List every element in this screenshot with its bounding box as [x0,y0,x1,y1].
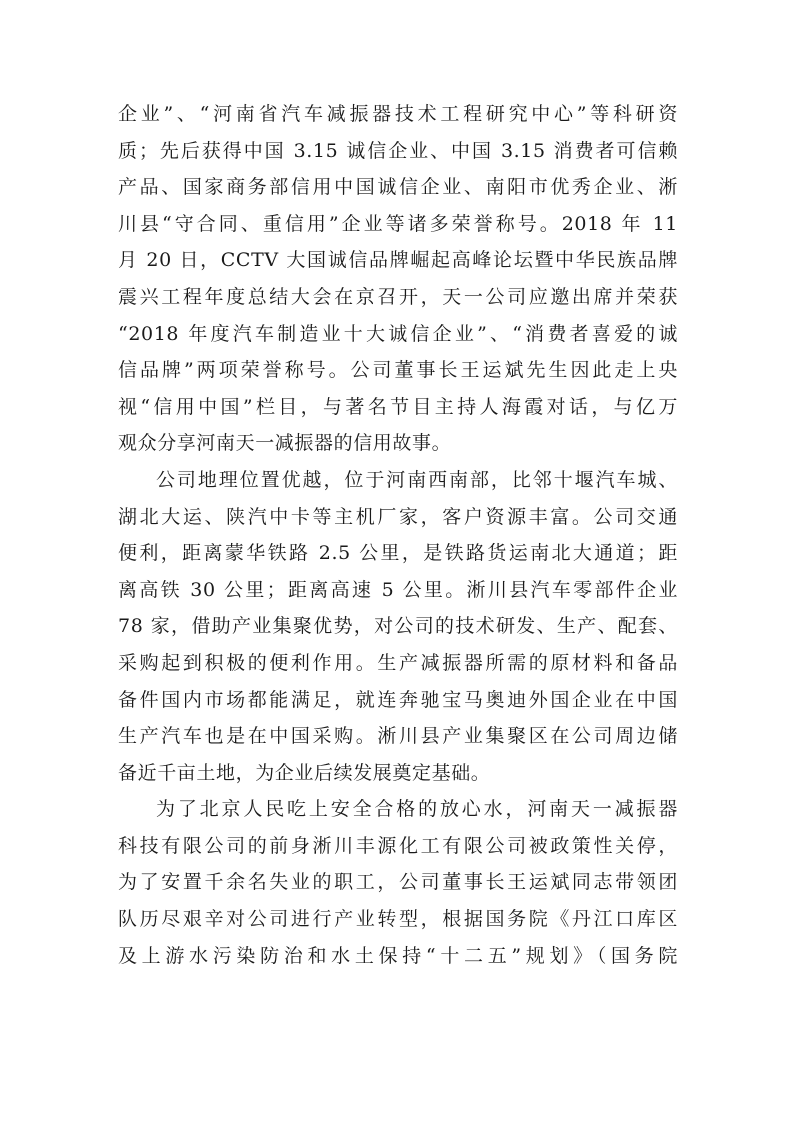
text-line: 川县“守合同、重信用”企业等诸多荣誉称号。2018 年 11 [118,212,678,235]
text-line: 为了安置千余名失业的职工，公司董事长王运斌同志带领团 [118,871,678,894]
text-line: 离高铁 30 公里；距离高速 5 公里。淅川县汽车零部件企业 [118,578,678,601]
text-line: 备件国内市场都能满足，就连奔驰宝马奥迪外国企业在中国 [118,688,678,711]
text-line: 产品、国家商务部信用中国诚信企业、南阳市优秀企业、淅 [118,176,678,199]
text-line: 备近千亩土地，为企业后续发展奠定基础。 [118,761,491,784]
text-line: 震兴工程年度总结大会在京召开，天一公司应邀出席并荣获 [118,285,678,308]
paragraph-honors [118,96,678,462]
text-line: 信品牌”两项荣誉称号。公司董事长王运斌先生因此走上央 [118,359,678,382]
text-line: 视“信用中国”栏目，与著名节目主持人海霞对话，与亿万 [118,395,678,418]
text-line: “2018 年度汽车制造业十大诚信企业”、“消费者喜爱的诚 [118,322,678,345]
text-line: 月 20 日，CCTV 大国诚信品牌崛起高峰论坛暨中华民族品牌 [118,249,678,272]
text-line: 湖北大运、陕汽中卡等主机厂家，客户资源丰富。公司交通 [118,505,678,528]
text-line: 生产汽车也是在中国采购。淅川县产业集聚区在公司周边储 [118,725,678,748]
paragraph-history [118,791,678,974]
text-line: 质；先后获得中国 3.15 诚信企业、中国 3.15 消费者可信赖 [118,139,678,162]
text-line: 便利，距离蒙华铁路 2.5 公里，是铁路货运南北大通道；距 [118,542,678,565]
text-line: 公司地理位置优越，位于河南西南部，比邻十堰汽车城、 [156,468,678,491]
text-line: 采购起到积极的便利作用。生产减振器所需的原材料和备品 [118,651,678,674]
text-line: 科技有限公司的前身淅川丰源化工有限公司被政策性关停， [118,834,678,857]
text-line: 及上游水污染防治和水土保持“十二五”规划》（国务院 [118,944,678,967]
text-line: 队历尽艰辛对公司进行产业转型，根据国务院《丹江口库区 [118,908,678,931]
text-line: 企业”、“河南省汽车减振器技术工程研究中心”等科研资 [118,103,678,125]
text-line: 78 家，借助产业集聚优势，对公司的技术研发、生产、配套、 [118,615,678,638]
text-line: 观众分享河南天一减振器的信用故事。 [118,432,452,455]
text-line: 为了北京人民吃上安全合格的放心水，河南天一减振器 [156,798,678,821]
document-body [118,96,678,974]
paragraph-location [118,462,678,791]
